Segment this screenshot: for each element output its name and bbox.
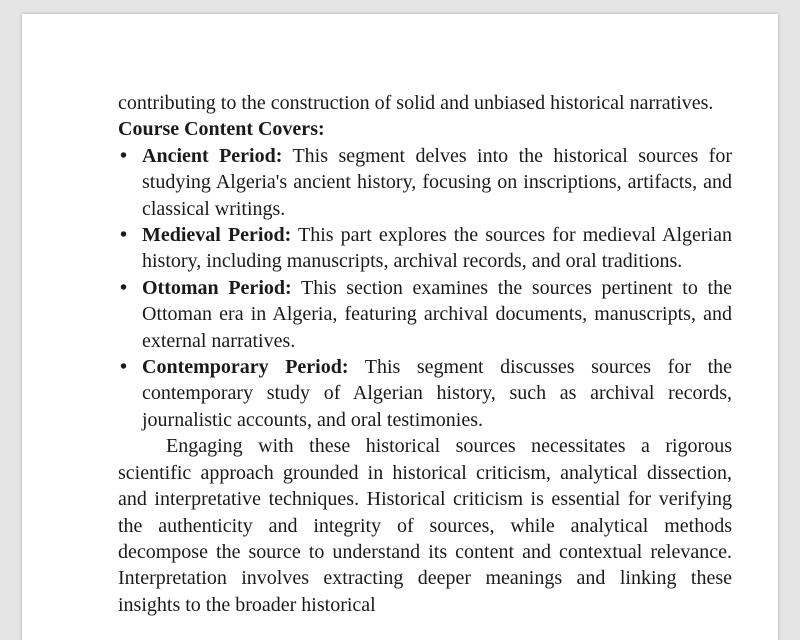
closing-paragraph: Engaging with these historical sources necessitates a rigorous scientific approach grounded in historical criticism, analytical dissection, and interpretative techniques. Historical criticism is essential for verifying the authenticity and integrity of sources, while analytical methods decompose the source to understand its content and contextual relevance. Interpretation involves extracting deeper meanings and linking these insights to the broader historical [118,435,732,616]
bullet-icon: • [120,356,128,379]
list-item-text: This segment delves into the historical sources for studying Algeria's ancient history, focusing on inscriptions, artifacts, and classical writings. [142,144,732,220]
bullet-icon: • [120,276,128,299]
list-item-contemporary [118,354,732,433]
list-item-ottoman [118,275,732,354]
list-item-term: Ottoman Period: [142,276,292,299]
list-item-text: This segment discusses sources for the contemporary study of Algerian history, such as archival records, journalistic accounts, and oral testimonies. [142,356,732,431]
list-item-medieval [118,222,732,275]
document-page [22,14,778,640]
bullet-icon: • [120,224,128,247]
intro-paragraph: contributing to the construction of solid and unbiased historical narratives. [118,92,714,114]
bullet-icon: • [120,144,128,167]
list-item-term: Contemporary Period: [142,356,349,379]
list-item-text: This section examines the sources pertinent to the Ottoman era in Algeria, featuring archival documents, manuscripts, and external narratives. [142,276,732,352]
list-item-term: Ancient Period: [142,144,283,167]
list-item-text: This part explores the sources for medieval Algerian history, including manuscripts, archival records, and oral traditions. [142,224,732,273]
course-content-list [118,143,732,433]
list-item-term: Medieval Period: [142,224,292,247]
document-body [118,90,732,618]
list-item-ancient [118,143,732,222]
section-heading: Course Content Covers: [118,118,325,141]
